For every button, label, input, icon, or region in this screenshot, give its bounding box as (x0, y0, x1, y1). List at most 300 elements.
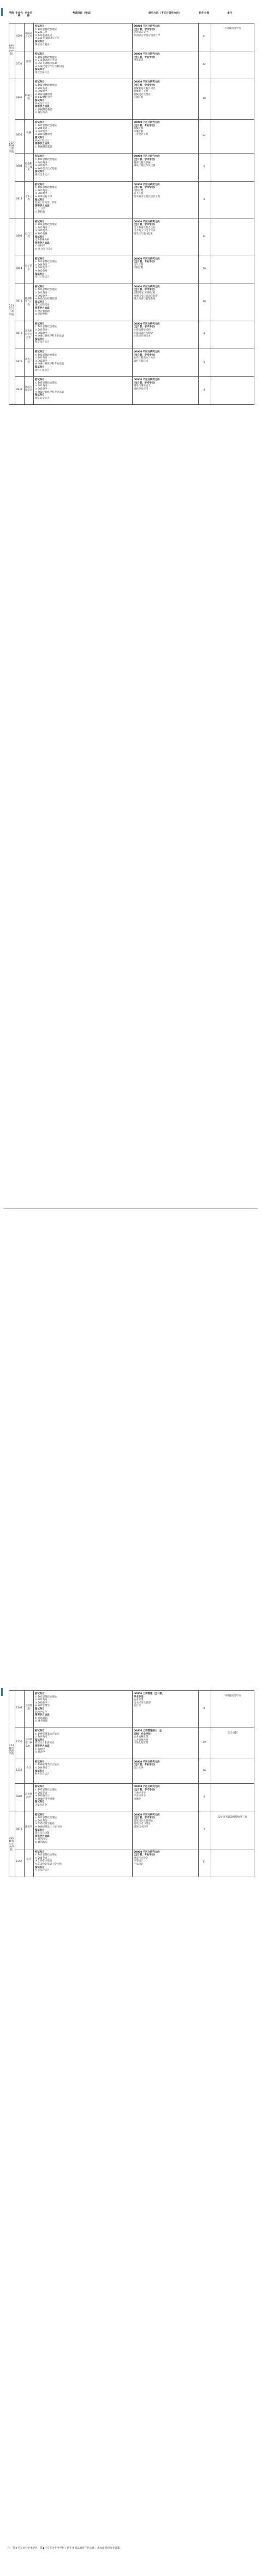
subject-line: 管理学综合 (35, 1711, 47, 1714)
subject-line: 复试科目： (35, 1829, 47, 1832)
subject-line: 或 802材料力学 (35, 96, 52, 99)
subject-line: ② 201英语一 (35, 161, 50, 164)
plan-count: 16 (203, 1769, 206, 1772)
subject-line: ① 建筑历史 (35, 1838, 47, 1841)
subject-line: 计量经济学 (35, 1803, 47, 1807)
direction-line: (全日制，专业学位) (134, 1764, 156, 1767)
directions-cell (134, 286, 197, 301)
subject-line: ① 101思想政治理论 (35, 1854, 57, 1857)
subject-line: ④ 809建筑设计（6小时） (35, 1825, 63, 1829)
plan-count: 6 (203, 166, 205, 168)
subject-line: ② 201英语一 (35, 328, 50, 332)
subject-line: ③ 303数学三 (35, 1701, 50, 1705)
direction-line: 精密仪器及机械 (134, 161, 151, 164)
subject-line: 同等学力加试： (35, 1835, 52, 1838)
direction-line: 区域经济学 (134, 1791, 146, 1795)
major-name: 会计 (26, 1766, 31, 1770)
subject-line: 初试科目： (35, 257, 47, 261)
directions-cell (134, 121, 197, 137)
major-name: 应用经济学 (25, 1793, 33, 1799)
direction-line: (全日制，学术学位) (134, 84, 156, 87)
direction-line: 00000 不区分研究方向 (134, 155, 160, 158)
page-edge-marker (1, 8, 3, 16)
row-rule (15, 153, 254, 154)
subject-line: ② 201英语一 (35, 1791, 50, 1795)
remark-cell: 非全日制 (228, 1732, 237, 1735)
subject-line: ④ 810设计基础（6小时） (35, 1862, 63, 1866)
subject-line: ① 101思想政治理论 (35, 326, 57, 329)
subject-line: ② 201英语一 (35, 1699, 50, 1702)
direction-line: 机械电子工程 (134, 90, 148, 93)
direction-line: 技术经济及管理 (134, 1701, 151, 1705)
subject-line: ② 201英语一 (35, 189, 50, 192)
subject-line: 网络安全综合 (35, 397, 50, 400)
direction-line: 建筑设计及其理论 (134, 1819, 153, 1823)
plan-count: 7 (203, 1828, 205, 1831)
subject-line: ② 204英语二 (35, 1736, 50, 1739)
direction-line: 密码学及应用 (134, 387, 148, 391)
plan-count: 5 (203, 361, 205, 364)
major-name: 设计 (26, 1858, 31, 1861)
direction-line: 软件工程技术 (134, 359, 148, 363)
direction-line: 机械设计及理论 (134, 93, 151, 96)
directions-cell (134, 184, 197, 199)
subject-line: ② 201英语一 (35, 357, 50, 360)
directions-cell (134, 351, 197, 363)
major-code: 0839 (16, 388, 22, 391)
college-name: 215 建筑与艺术学院 (9, 1837, 14, 1852)
subject-line: 复试科目： (35, 170, 47, 174)
direction-line: (全日制，专业学位) (134, 124, 156, 127)
direction-line: 00000 不区分研究方向 (134, 257, 160, 261)
subject-line: 同等学力加试： (35, 204, 52, 208)
subject-line: 复试科目： (35, 273, 47, 276)
subject-line: ① 101思想政治理论 (35, 186, 57, 190)
subject-line: 财务会计综合 (35, 1773, 50, 1776)
direction-line: 00000 不区分研究方向 (134, 183, 160, 186)
subject-line: ② 204英语二 (35, 127, 50, 131)
subject-line: ② 204英语二 (35, 263, 50, 267)
row-rule (15, 376, 254, 377)
subject-line: 程序设计综合 (35, 341, 50, 344)
subject-line: ① 管理学 (35, 1748, 45, 1751)
direction-line: 00000 不区分研究方向 (134, 53, 160, 56)
row-rule (15, 119, 254, 120)
directions-cell (134, 1814, 197, 1829)
direction-line: (全日制，学术学位) (134, 158, 156, 161)
direction-line: 企业管理 (134, 1699, 144, 1702)
directions-cell (134, 258, 197, 270)
direction-line: 结构工程 (134, 189, 144, 192)
direction-line: 00000 不区分研究方向 (134, 1850, 160, 1854)
subject-line: 复试科目： (35, 300, 47, 304)
direction-line: 电力电子与电力传动 (134, 229, 156, 233)
directions-cell (134, 1693, 197, 1708)
subjects-cell (35, 1730, 131, 1754)
column-rule (33, 1690, 34, 1877)
direction-line: (全日制，学术学位) (134, 1817, 156, 1820)
subject-line: ① 101思想政治理论 (35, 84, 57, 87)
subject-line: 初试科目： (35, 1785, 47, 1789)
subject-line: ② 201英语一 (35, 87, 50, 90)
subject-line: 复试科目： (35, 1738, 47, 1742)
subject-line: 同等学力加试： (35, 105, 52, 109)
subject-line: 同等学力加试： (35, 1714, 52, 1717)
subject-line: 同等学力加试： (35, 1744, 52, 1748)
subjects-cell (35, 81, 131, 115)
subject-line: ③ 357英语翻译基础 (35, 62, 57, 65)
column-rule (24, 1690, 25, 1877)
direction-line: 电力系统及其自动化 (134, 226, 156, 229)
directions-cell (134, 1761, 197, 1770)
direction-line: 00000 不区分研究方向 (134, 25, 160, 28)
direction-line: 控制工程 (134, 267, 144, 270)
direction-line: (全日制，专业学位) (134, 56, 156, 59)
subject-line: 复试科目： (35, 198, 47, 202)
subject-line: ② 201英语一 (35, 385, 50, 388)
subject-line: 同等学力加试： (35, 143, 52, 146)
major-code: 0855 (16, 134, 22, 137)
plan-count: 14 (203, 235, 206, 238)
subjects-cell (35, 286, 131, 316)
subject-line: ① 101思想政治理论 (35, 223, 57, 227)
subject-line: ② 财务管理 (35, 1720, 47, 1723)
subjects-cell (35, 121, 131, 149)
plan-count: 18 (203, 97, 206, 101)
direction-line: 产业经济学 (134, 1795, 146, 1798)
major-name: 网络空间安全 (25, 386, 33, 392)
header-subjects: 考试科目（考试） (72, 12, 93, 15)
subject-line: 混凝土结构设计原理 (35, 202, 57, 205)
subject-line: ② 钢结构 (35, 210, 45, 214)
subjects-cell (35, 1851, 131, 1872)
subjects-cell (35, 258, 131, 279)
subjects-cell (35, 351, 131, 372)
major-name: 工商管理 (25, 1705, 33, 1711)
subject-line: 电气工程综合 (35, 276, 50, 279)
subject-line: ④ 841英汉翻译与写作 (35, 37, 59, 40)
direction-line: 计算机系统结构 (134, 328, 151, 332)
header-remarks: 备注 (227, 12, 233, 15)
subject-line: ② 241二外 (35, 31, 47, 34)
subject-line: ① 199管理类综合能力 (35, 1764, 59, 1767)
direction-line: 机械工程 (134, 127, 144, 131)
subject-line: 初试科目： (35, 121, 47, 124)
subject-line: 初试科目： (35, 379, 47, 382)
direction-line: 车辆工程 (134, 130, 144, 133)
plan-count: 6 (203, 1796, 205, 1799)
subject-line: ③ 303数学三 (35, 1795, 50, 1798)
subject-line: ② 201英语一 (35, 291, 50, 294)
major-code: 1251 (16, 1741, 22, 1744)
subject-line: 机械工程综合 (35, 139, 50, 143)
major-code: 0502 (16, 34, 22, 38)
direction-line: (全日制，学术学位) (134, 1788, 156, 1791)
subject-line: ③ 301数学一 (35, 387, 50, 391)
direction-line: 控制理论与控制工程 (134, 291, 156, 294)
table-header (9, 11, 254, 23)
subject-line: ② 建筑构造 (35, 1841, 47, 1844)
column-rule (132, 1690, 133, 1877)
subject-line: ① 101思想政治理论 (35, 1817, 57, 1820)
major-name: 计算机科学与技术 (25, 330, 33, 339)
direction-line: 00000 不区分研究方向 (134, 379, 160, 382)
major-name: 建筑学 (25, 1825, 33, 1829)
subject-line: ② 液压传动 (35, 111, 47, 115)
directions-cell (134, 323, 197, 338)
directions-cell (134, 1851, 197, 1866)
subject-line: ④ 801机械原理 (35, 93, 52, 96)
plan-count: 8 (203, 1707, 205, 1710)
major-code: 0811 (16, 299, 22, 303)
direction-line: 金融学 (134, 1797, 141, 1801)
subject-line: ④ 801机械原理 (35, 133, 52, 137)
subject-line: ③ 301数学一 (35, 192, 50, 196)
subjects-cell (35, 25, 131, 46)
major-code: 0854 (16, 267, 22, 270)
subject-line: 复试科目： (35, 136, 47, 139)
direction-line: 机械制造及其自动化 (134, 87, 156, 90)
subject-line: ④ 808经济学原理 (35, 1797, 55, 1801)
plan-count: 10 (203, 300, 206, 303)
direction-line: 英语语言文学 (134, 31, 148, 34)
subject-line: ① 101思想政治理论 (35, 353, 57, 357)
major-name: 外国语言文学 (25, 32, 33, 39)
subject-line: ① 市场营销 (35, 1717, 47, 1720)
major-code: 0813 (16, 1828, 22, 1831)
major-code: 0202 (16, 1795, 22, 1798)
subjects-cell (35, 323, 131, 344)
college-name: 214 经济管理学院 (9, 1744, 14, 1756)
subject-line: ④ 807管理学 (35, 1705, 50, 1708)
footnote: 注：带★号专业为学术学位，带▲号专业为专业学位；招生计划以最终下达为准；未标注者均为全日制。 (8, 2547, 122, 2550)
directions-cell (134, 25, 197, 37)
subjects-cell (35, 1785, 131, 1807)
subjects-cell (35, 155, 131, 176)
subject-line: ② 201英语一 (35, 1819, 50, 1823)
subject-line: 复试科目： (35, 68, 47, 72)
direction-line: 会计实务 (134, 1766, 144, 1770)
subject-line: 复试科目： (35, 338, 47, 341)
subject-line: ④ 408计算机学科专业基础 (35, 363, 64, 366)
directions-cell (134, 379, 197, 391)
subject-line: 复试科目： (35, 366, 47, 369)
direction-line: 外国语言学及应用语言学 (134, 34, 160, 37)
column-rule (198, 23, 199, 404)
subject-line: ① 机械制造基础 (35, 145, 52, 149)
plan-count: 21 (203, 35, 206, 38)
directions-cell (134, 155, 197, 167)
subject-line: 复试科目： (35, 1770, 47, 1773)
subject-line: 初试科目： (35, 322, 47, 326)
subject-line: ② 204英语二 (35, 1766, 50, 1770)
major-code: 0814 (16, 197, 22, 201)
subject-line: ① 101思想政治理论 (35, 288, 57, 292)
direction-line: 工业设计工程 (134, 133, 148, 137)
subject-line: ④ 408计算机学科专业基础 (35, 391, 64, 394)
subject-line: ④ 803电子技术基础 (35, 167, 57, 170)
subject-line: ① 101思想政治理论 (35, 28, 57, 31)
subject-line: 复试科目： (35, 1801, 47, 1804)
direction-line: 00000 不区分研究方向 (134, 285, 160, 288)
subject-line: 同等学力加试： (35, 241, 52, 245)
direction-line: 建筑技术科学 (134, 1825, 148, 1829)
major-name: 工商管理（MBA） (25, 1738, 33, 1748)
subject-line: ③ 302数学二 (35, 267, 50, 270)
plan-count: 8 (203, 198, 205, 201)
header-major-code: 专业代码 (15, 12, 23, 18)
direction-line: 日制，专业学位） (134, 1732, 153, 1736)
subject-line: ④ 448汉语写作与百科知识 (35, 65, 64, 68)
subject-line: 初试科目： (35, 1813, 47, 1817)
plan-count: 30 (203, 1741, 206, 1744)
directions-cell (134, 53, 197, 62)
direction-line: 视觉传达设计 (134, 1856, 148, 1860)
subject-line: 建筑设计快题 (35, 1832, 50, 1835)
subject-line: ④ 804结构力学 (35, 195, 52, 198)
direction-line: 岩土工程 (134, 192, 144, 196)
major-name: 土木工程 (25, 195, 33, 202)
subject-line: 测控技术综合 (35, 173, 50, 176)
subject-line: ① 101思想政治理论 (35, 1695, 57, 1699)
major-name: 电子信息 (25, 265, 33, 271)
subject-line: 电力系统分析 (35, 239, 50, 242)
direction-line: 人力资源管理 (134, 1738, 148, 1742)
major-name: 电气工程 (25, 232, 33, 239)
subject-line: 英汉互译综合 (35, 71, 50, 74)
direction-line: 高电压与绝缘技术 (134, 232, 153, 235)
block-rule (9, 404, 254, 405)
subject-line: 初试科目： (35, 1730, 47, 1732)
subjects-cell (35, 1693, 131, 1723)
subject-line: 复试科目： (35, 40, 47, 43)
major-name: 翻译 (26, 60, 31, 63)
document-page-2 (0, 1687, 262, 2572)
direction-line: 防灾减灾工程及防护工程 (134, 195, 160, 198)
major-code: 0835 (16, 360, 22, 363)
major-code: 0808 (16, 234, 22, 238)
column-rule (132, 23, 133, 404)
direction-line: 学术学位） (134, 1695, 146, 1699)
admission-table-page-2 (9, 1690, 254, 2543)
direction-line: (全日制，学术学位) (134, 28, 156, 31)
subject-line: ④ 806自动控制原理 (35, 298, 57, 301)
direction-line: (全日制，学术学位) (134, 381, 156, 385)
plan-count: 9 (203, 333, 205, 336)
subjects-cell (35, 184, 131, 214)
header-college: 学院 (9, 12, 14, 15)
subjects-cell (35, 379, 131, 400)
direction-line: 环境设计 (134, 1860, 144, 1863)
subject-line: ① 101思想政治理论 (35, 158, 57, 161)
subject-line: 管理综合素质测试 (35, 1742, 55, 1745)
subject-line: ④ 408计算机学科专业基础 (35, 335, 64, 338)
directions-cell (134, 1785, 197, 1801)
direction-line: (全日制，学术学位) (134, 186, 156, 190)
major-code: 1357 (16, 1860, 22, 1864)
direction-line: (全日制，学术学位) (134, 326, 156, 329)
directions-cell (134, 81, 197, 99)
subject-line: 初试科目： (35, 220, 47, 223)
subject-line: ③ 355建筑学基础 (35, 1823, 55, 1826)
direction-line: 市场营销管理 (134, 1742, 148, 1745)
direction-line: (全日制，学术学位) (134, 288, 156, 292)
subject-line: 初试科目： (35, 81, 47, 84)
subject-line: ② 204英语二 (35, 1856, 50, 1860)
direction-line: 00000 工商管理（全日制， (134, 1693, 165, 1695)
college-name: 212 机械工程学院 (9, 142, 14, 154)
direction-line: 产品设计 (134, 1862, 144, 1866)
direction-line: (全日制，学术学位) (134, 223, 156, 227)
subject-line: ③ 302数学二 (35, 130, 50, 133)
direction-line: 检测技术与自动化装置 (134, 294, 158, 298)
direction-line: 会计学 (134, 1705, 141, 1708)
major-name: 仪器科学与技术 (25, 163, 33, 172)
major-code: 1253 (16, 1769, 22, 1772)
direction-line: 00000 不区分研究方向 (134, 1785, 160, 1789)
remark-cell: 不招收同等学力 (224, 27, 241, 30)
plan-count: 24 (203, 134, 206, 138)
plan-count: 4 (203, 388, 205, 392)
admission-table-page-1 (9, 11, 254, 1201)
subject-line: ① 土力学 (35, 208, 45, 211)
subject-line: 初试科目： (35, 53, 47, 56)
row-rule (15, 1783, 254, 1784)
subject-line: ① 101思想政治理论 (35, 261, 57, 264)
subject-line: ② 201英语一 (35, 226, 50, 229)
direction-line: 网络与系统安全 (134, 385, 151, 388)
subject-line: 初试科目： (35, 351, 47, 353)
subject-line: ④ 805电路 (35, 269, 47, 273)
direction-line: 电气工程 (134, 263, 144, 267)
subject-line: 初试科目： (35, 25, 47, 28)
subjects-cell (35, 53, 131, 74)
subject-line: ③ 301数学一 (35, 332, 50, 335)
direction-line: (全日制，专业学位) (134, 1854, 156, 1857)
plan-count: 12 (203, 63, 206, 66)
direction-line: 00000 不区分研究方向 (134, 1813, 160, 1817)
subject-line: 初试科目： (35, 1760, 47, 1764)
subject-line: ② 211翻译硕士英语 (35, 59, 57, 62)
direction-line: 软件工程理论与方法 (134, 357, 156, 360)
remark-cell: 设计类考试需携带绘图工具 (218, 1815, 247, 1819)
college-name: 211 外国语学院 (9, 44, 14, 56)
major-code: 1202 (16, 1707, 22, 1710)
directions-cell (134, 1730, 197, 1745)
column-rule (24, 23, 25, 404)
subject-line: ② 过程控制 (35, 313, 47, 316)
subject-line: 软件工程综合 (35, 369, 50, 372)
subject-line: ① 单片机原理 (35, 310, 50, 313)
header-plan: 招生计划 (199, 12, 210, 15)
direction-line: 00000 不区分研究方向 (134, 1760, 160, 1764)
subject-line: 复试科目： (35, 99, 47, 102)
major-name: 软件工程 (25, 358, 33, 364)
major-name: 控制科学与工程 (25, 297, 33, 306)
subject-line: ① 101思想政治理论 (35, 56, 57, 59)
direction-line: 企业战略管理 (134, 1736, 148, 1739)
subject-line: 复试科目： (35, 235, 47, 239)
direction-line: 00000 不区分研究方向 (134, 322, 160, 326)
subject-line: ① 电机学 (35, 245, 45, 248)
subject-line: ③ 301数学一 (35, 294, 50, 298)
subject-line: 现代控制理论 (35, 304, 50, 307)
direction-line: 建筑历史与理论 (134, 1823, 151, 1826)
direction-line: 车辆工程 (134, 96, 144, 99)
directions-cell (134, 221, 197, 236)
remark-cell: 不招收同等学力 (224, 1695, 241, 1697)
subject-line: ① 101思想政治理论 (35, 381, 57, 385)
